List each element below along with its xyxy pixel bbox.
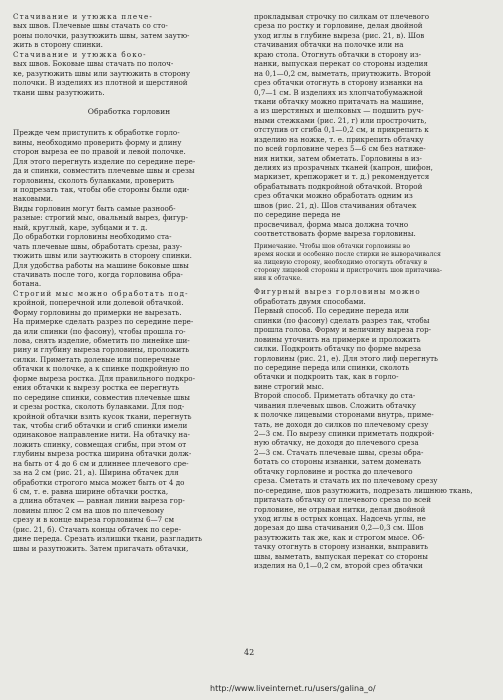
- section-title: Стачивание и утюжка плече-: [13, 12, 153, 21]
- text-line: На примерке сделать разрез по середине пере-: [13, 317, 194, 327]
- text-line: жить в сторону спинки.: [13, 40, 103, 50]
- left-column: [13, 12, 245, 553]
- text-line: ткани обтачку можно притачать на машине,: [254, 96, 424, 106]
- text-line: изделию на ножке, т. е. прикрепить обтачку: [254, 134, 424, 144]
- text-line: полочки. В изделиях из плотной и шерстяной: [13, 78, 188, 88]
- text-line: по всей горловине через 5—6 см без натяже-: [254, 144, 426, 154]
- text-line: ловины плюс 2 см на шов по плечевому: [13, 505, 165, 515]
- text-line: маркизет, крепжоржет и т. д.) рекомендуется: [254, 172, 430, 182]
- text-line: уход иглы в глубине выреза (рис. 21, в). Шов: [254, 30, 425, 40]
- text-line: До обработки горловины необходимо ста-: [13, 232, 172, 242]
- text-line: 0,7—1 см. В изделиях из хлопчатобумажной: [254, 87, 423, 97]
- text-line: Второй способ. Приметать обтачку до ста-: [254, 391, 416, 401]
- note-line: сторону лицевой стороны и пристрочить шов притачива-: [254, 267, 442, 275]
- text-line: ную обтачку, не доходя до плечевого среза: [254, 438, 419, 448]
- text-line: и подрезать так, чтобы обе стороны были оди-: [13, 185, 190, 195]
- text-line: Виды горловин могут быть самые разнооб-: [13, 203, 176, 213]
- text-line: чивания плечевых швов. Сложить обтачку: [254, 400, 416, 410]
- text-line: обтачки к полочке, а к спинке подкройную по: [13, 364, 190, 374]
- text-line: обрабатывать подкройной обтачкой. Второй: [254, 181, 423, 191]
- note-line: время носки и особенно после стирки не выворачивался: [254, 250, 441, 258]
- text-line: соответствовать форме выреза горловины.: [254, 229, 416, 239]
- text-line: изделия на 0,1—0,2 см, второй срез обтачки: [254, 561, 423, 571]
- text-line: обработать двумя способами.: [254, 296, 366, 306]
- text-line: да и спинки, совместить плечевые швы и срезы: [13, 166, 195, 176]
- text-line: 2—3 см. По вырезу спинки приметать подкрой-: [254, 429, 435, 438]
- text-line: тюжить швы или заутюжить в сторону спинки.: [13, 251, 192, 261]
- text-line: и срезы ростка, сколоть булавками. Для под-: [13, 402, 185, 412]
- text-line: Строгий мыс можно обработать под-: [13, 288, 189, 298]
- text-line: притачать обтачку от плечевого среза по всей: [254, 495, 432, 505]
- text-line: ботать со стороны изнанки, затем доменать: [254, 457, 421, 467]
- right-column: [254, 12, 490, 571]
- note-line: ния к обтачке.: [254, 275, 303, 283]
- text-line: роны полочки, разутюжить швы, затем заутю-: [13, 30, 190, 40]
- text-line: Прежде чем приступить к обработке горло-: [13, 128, 180, 138]
- text-line: рину и глубину выреза горловины, проложить: [13, 345, 190, 355]
- text-line: ложить спинку, совмещая сгибы, при этом от: [13, 439, 187, 449]
- text-line: Для удобства работы на машине боковые швы: [13, 260, 189, 270]
- text-line: форме выреза ростка. Для правильного подкро-: [13, 373, 195, 383]
- text-line: тачку отогнуть в сторону изнанки, выправить: [254, 542, 428, 552]
- text-line: горловины, сколоть булавками, проверить: [13, 175, 174, 185]
- text-line: сторон выреза ее по правой и левой полочке.: [13, 147, 186, 157]
- text-line: наковыми.: [13, 194, 54, 204]
- text-line: Для этого перегнуть изделие по середине пере-: [13, 156, 196, 166]
- text-line: по середине спинки, совместив плечевые швы: [13, 392, 190, 402]
- text-line: за на 2 см (рис. 21, а). Ширина обтачек для: [13, 468, 179, 478]
- note-block: [254, 243, 490, 284]
- text-line: прошла голова. Форму и величину выреза гор-: [254, 325, 432, 335]
- text-line: стачивания обтачки на полочке или на: [254, 40, 404, 50]
- text-line: ботана.: [13, 279, 42, 289]
- text-line: ными стежками (рис. 21, г) или прострочить,: [254, 115, 427, 125]
- text-line: дине переда. Срезать излишки ткани, разгладить: [13, 534, 202, 544]
- text-line: дорезая до шва стачивания 0,2—0,3 см. Шов: [254, 523, 424, 533]
- text-line: отступив от сгиба 0,1—0,2 см, и прикрепить к: [254, 125, 429, 135]
- footer-url: http://www.liveinternet.ru/users/galina_o/: [210, 684, 376, 693]
- text-line: вых швов. Боковые швы стачать по полоч-: [13, 59, 174, 69]
- text-line: 2—3 см. Стачать плечевые швы, срезы обра-: [254, 447, 424, 457]
- text-line: ловины уточнить на примерке и проложить: [254, 334, 421, 344]
- text-line: нанки, выпуская перекат со стороны изделия: [254, 59, 428, 69]
- section-title: Стачивание и утюжка боко-: [13, 49, 147, 59]
- text-line: кройной, поперечной или долевой обтачкой.: [13, 298, 184, 308]
- text-line: а из шерстяных и шелковых — подшить руч-: [254, 106, 424, 116]
- text-line: разные: строгий мыс, овальный вырез, фигур-: [13, 213, 188, 223]
- text-line: горловины (рис. 21, е). Для этого лиф перегнуть: [254, 353, 438, 363]
- text-line: вине строгий мыс.: [254, 381, 324, 391]
- note-line: Примечание. Чтобы шов обтачки горловины во: [254, 242, 411, 250]
- text-line: делиях из прозрачных тканей (капрон, шифон,: [254, 163, 433, 172]
- text-line: обтачки и подкроить так, как в горло-: [254, 372, 399, 382]
- text-line: ный, круглый, каре, зубцами и т. д.: [13, 222, 148, 232]
- text-line: швов (рис. 21, д). Шов стачивания обтачек: [254, 200, 417, 210]
- text-line: спинки (по фасону) сделать разрез так, чтобы: [254, 315, 430, 325]
- text-line: ткани швы разутюжить.: [13, 87, 105, 97]
- text-line: кройной обтачки взять кусок ткани, перегнуть: [13, 411, 192, 421]
- text-line: а длина обтачек — равная линии выреза гор-: [13, 496, 185, 506]
- text-line: вых швов. Плечевые швы стачать со сто-: [13, 21, 168, 31]
- text-line: вины, необходимо проверить форму и длину: [13, 137, 182, 147]
- text-line: срез обтачки можно обработать одним из: [254, 191, 413, 201]
- text-line: Форму горловины до примерки не вырезать.: [13, 307, 182, 317]
- text-line: среза по ростку и горловине, делая двойной: [254, 21, 423, 31]
- text-line: швы и разутюжить. Затем пригачать обтачки,: [13, 543, 189, 553]
- text-line: стачивать после того, когда горловина обра-: [13, 269, 183, 279]
- text-line: глубины выреза ростка ширина обтачки долж-: [13, 449, 192, 459]
- text-line: срезу и в конце выреза горловины 6—7 см: [13, 515, 174, 525]
- page-number: 42: [244, 648, 255, 657]
- text-line: силки. Подкроить обтачку по форме выреза: [254, 344, 422, 354]
- text-line: краю стола. Отогнуть обтачки в сторону из-: [254, 49, 421, 59]
- text-line: ке, разутюжить швы или заутюжить в сторону: [13, 68, 191, 78]
- text-line: уход иглы в острых концах. Надсечь углы, не: [254, 513, 426, 523]
- text-line: среза. Сметать и стачать их по плечевому срезу: [254, 476, 438, 486]
- text-line: обработки строгого мыса может быть от 4 до: [13, 477, 185, 487]
- text-line: по-середине, шов разутюжить, подрезать лишнюю ткань,: [254, 485, 473, 495]
- text-line: разутюжить так же, как и строгом мысе. Об-: [254, 532, 425, 542]
- text-line: к полочке лицевыми сторонами внутрь, приме-: [254, 410, 434, 420]
- text-line: Первый способ. По середине переда или: [254, 306, 409, 316]
- text-line: просвечивал, форма мыса должна точно: [254, 219, 409, 229]
- text-line: Фигурный вырез горловины можно: [254, 287, 421, 297]
- text-line: да или спинки (по фасону), чтобы прошла го-: [13, 326, 186, 336]
- section-heading: Обработка горловин: [87, 106, 171, 116]
- text-line: ния нитки, затем обметать. Горловины в из-: [254, 153, 422, 163]
- text-line: одинаковое направление нити. На обтачку на-: [13, 430, 190, 440]
- text-line: силки. Приметать долевые или поперечные: [13, 354, 180, 364]
- text-line: прокладывая строчку по силкам от плечевого: [254, 12, 430, 21]
- text-line: горловине, не отрывая нитки, делая двойной: [254, 504, 426, 514]
- note-line: на лицевую сторону, необходимо отогнуть обтачку в: [254, 258, 428, 266]
- text-line: лова, снять изделие, обметить по линейке ши-: [13, 336, 190, 346]
- text-line: чать плечевые швы, обработать срезы, разу-: [13, 241, 183, 251]
- text-line: по середине переда не: [254, 210, 341, 220]
- text-line: на быть от 4 до 6 см и длиннее плечевого сре-: [13, 458, 189, 468]
- text-line: ения обтачки к вырезу ростка ее перегнуть: [13, 383, 179, 393]
- text-line: 6 см, т. е. равна ширине обтачки ростка,: [13, 487, 169, 497]
- text-line: по середине переда или спинки, сколоть: [254, 362, 410, 372]
- text-line: так, чтобы сгиб обтачки и сгиб спинки имели: [13, 420, 188, 430]
- text-line: (рис. 21, б). Стачать концы обтачек по сере-: [13, 524, 181, 534]
- text-line: срез обтачки отогнуть в сторону изнанки на: [254, 78, 423, 88]
- text-line: швы, выметать, выпуская перекат со стороны: [254, 551, 428, 561]
- text-line: тать, не доходя до силков по плечевому срезу: [254, 419, 429, 429]
- text-line: обтачку горловине и ростка до плечевого: [254, 466, 413, 476]
- text-line: на 0,1—0,2 см, выметать, приутюжить. Второй: [254, 68, 431, 78]
